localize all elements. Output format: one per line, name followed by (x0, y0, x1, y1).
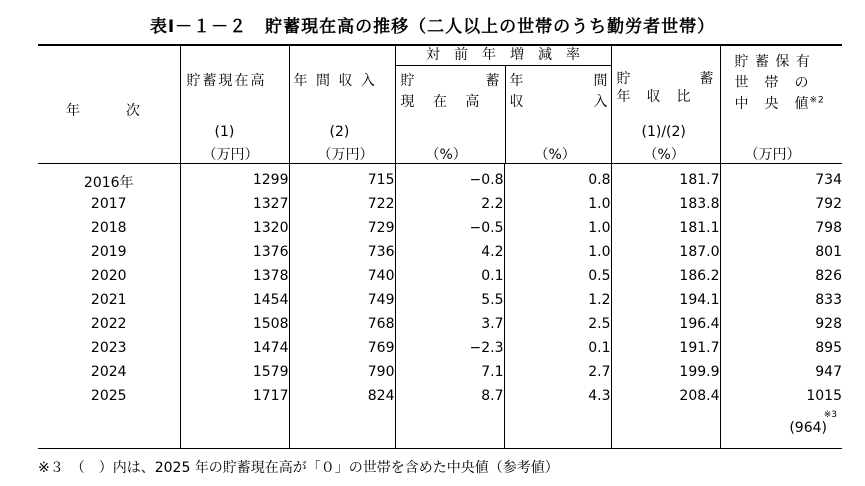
cell-savings-change: 0.1 (395, 268, 504, 292)
header-year (38, 45, 180, 164)
cell-income: 768 (289, 316, 395, 340)
header-yoy-divider (505, 65, 506, 163)
header-savings-label: 貯蓄現在高 (186, 73, 267, 89)
header-yoy (395, 45, 611, 164)
footnote: ※３ （ ）内は、2025 年の貯蓄現在高が「０」の世帯を含めた中央値（参考値） (38, 460, 559, 476)
cell-year: 2016年 (83, 174, 134, 191)
cell-ratio: 183.8 (611, 196, 720, 220)
header-ratio-num: (1)/(2) (641, 124, 686, 140)
header-income-num: (2) (329, 124, 350, 140)
cell-income: 749 (289, 292, 395, 316)
cell-ratio: 181.7 (611, 172, 720, 196)
header-yoy-income-d: 入 (593, 94, 608, 110)
cell-median: 826 (720, 268, 842, 292)
header-savings (180, 45, 289, 164)
header-median-sup: ※2 (809, 95, 825, 106)
header-yoy-group: 対 前 年 増 減 率 (396, 46, 611, 66)
header-yoy-income-b: 間 (593, 73, 608, 89)
header-yoy-income-unit: （%） (534, 147, 576, 163)
cell-ratio: 199.9 (611, 364, 720, 388)
cell-savings: 1474 (180, 340, 289, 364)
cell-year: 2018 (90, 219, 127, 236)
cell-income-change: 1.2 (504, 292, 611, 316)
savings-table (38, 44, 842, 449)
cell-savings: 1508 (180, 316, 289, 340)
table-row (38, 244, 842, 268)
cell-income-change: 2.5 (504, 316, 611, 340)
cell-median: 947 (720, 364, 842, 388)
cell-income: 736 (289, 244, 395, 268)
header-median-3: 中 央 値 (734, 96, 810, 112)
cell-savings: 1327 (180, 196, 289, 220)
header-ratio-a: 貯 (616, 71, 631, 87)
cell-year: 2023 (90, 339, 127, 356)
cell-median: 833 (720, 292, 842, 316)
cell-year: 2025 (90, 387, 127, 404)
cell-income: 824 (289, 388, 395, 412)
cell-median: 928 (720, 316, 842, 340)
cell-savings: 1376 (180, 244, 289, 268)
cell-savings-change: 2.2 (395, 196, 504, 220)
cell-year: 2024 (90, 363, 127, 380)
cell-year: 2017 (90, 195, 127, 212)
cell-income-change: 1.0 (504, 220, 611, 244)
cell-savings-change: −2.3 (395, 340, 504, 364)
table-row (38, 220, 842, 244)
cell-income: 769 (289, 340, 395, 364)
cell-ratio: 181.1 (611, 220, 720, 244)
table-row (38, 196, 842, 220)
header-median-unit: （万円） (744, 147, 801, 163)
cell-median: 734 (720, 172, 842, 196)
cell-income: 790 (289, 364, 395, 388)
table-row (38, 292, 842, 316)
cell-ratio: 186.2 (611, 268, 720, 292)
header-income (289, 45, 395, 164)
header-income-label: 年 間 収 入 (293, 73, 377, 89)
cell-ratio: 187.0 (611, 244, 720, 268)
header-median-2: 世 帯 の (734, 75, 810, 91)
header-ratio-c: 年 収 比 (616, 89, 692, 105)
cell-income: 740 (289, 268, 395, 292)
cell-income-change: 2.7 (504, 364, 611, 388)
table-row (38, 316, 842, 340)
table-row (38, 340, 842, 364)
header-ratio-unit: （%） (643, 147, 685, 163)
table-row (38, 388, 842, 412)
cell-savings-change: −0.5 (395, 220, 504, 244)
cell-income-change: 0.5 (504, 268, 611, 292)
cell-income: 715 (289, 172, 395, 196)
cell-median: 792 (720, 196, 842, 220)
cell-income-change: 1.0 (504, 196, 611, 220)
cell-savings-change: 8.7 (395, 388, 504, 412)
table-row (38, 364, 842, 388)
median-note-mark: ※3 (823, 409, 837, 420)
cell-income-change: 1.0 (504, 244, 611, 268)
cell-income-change: 4.3 (504, 388, 611, 412)
header-yoy-savings-c: 現 在 高 (400, 94, 480, 110)
header-ratio-b: 蓄 (699, 71, 714, 87)
cell-income: 729 (289, 220, 395, 244)
cell-median: 1015 (720, 388, 842, 412)
cell-savings-change: 7.1 (395, 364, 504, 388)
cell-savings-change: −0.8 (395, 172, 504, 196)
header-yoy-savings-unit: （%） (425, 147, 467, 163)
header-year-label: 年 次 (66, 103, 141, 119)
header-yoy-savings-a: 貯 (400, 73, 415, 89)
table-row (38, 268, 842, 292)
cell-median: 801 (720, 244, 842, 268)
cell-savings: 1579 (180, 364, 289, 388)
header-yoy-savings-b: 蓄 (485, 73, 500, 89)
cell-year: 2019 (90, 243, 127, 260)
header-median (720, 45, 842, 164)
cell-income-change: 0.1 (504, 340, 611, 364)
header-row (38, 45, 842, 164)
cell-savings: 1320 (180, 220, 289, 244)
cell-median: 895 (720, 340, 842, 364)
cell-year: 2022 (90, 315, 127, 332)
table-row-extra (38, 412, 842, 449)
header-income-unit: （万円） (317, 147, 374, 163)
median-alt-value: (964) (789, 419, 827, 436)
cell-year: 2020 (90, 267, 127, 284)
cell-ratio: 208.4 (611, 388, 720, 412)
cell-savings: 1378 (180, 268, 289, 292)
cell-ratio: 194.1 (611, 292, 720, 316)
cell-ratio: 196.4 (611, 316, 720, 340)
cell-savings-change: 5.5 (395, 292, 504, 316)
cell-savings: 1717 (180, 388, 289, 412)
cell-income: 722 (289, 196, 395, 220)
header-ratio (611, 45, 720, 164)
cell-savings-change: 4.2 (395, 244, 504, 268)
table-title: 表Ⅰ－１－２ 貯蓄現在高の推移（二人以上の世帯のうち勤労者世帯） (149, 17, 716, 37)
header-yoy-income-a: 年 (509, 73, 524, 89)
cell-median: 798 (720, 220, 842, 244)
header-median-1: 貯 蓄 保 有 (734, 54, 811, 70)
cell-income-change: 0.8 (504, 172, 611, 196)
cell-savings: 1454 (180, 292, 289, 316)
cell-savings: 1299 (180, 172, 289, 196)
header-savings-num: (1) (214, 124, 235, 140)
cell-year: 2021 (90, 291, 127, 308)
header-savings-unit: （万円） (202, 147, 259, 163)
cell-savings-change: 3.7 (395, 316, 504, 340)
header-yoy-income-c: 収 (509, 94, 524, 110)
table-row (38, 172, 842, 196)
cell-ratio: 191.7 (611, 340, 720, 364)
